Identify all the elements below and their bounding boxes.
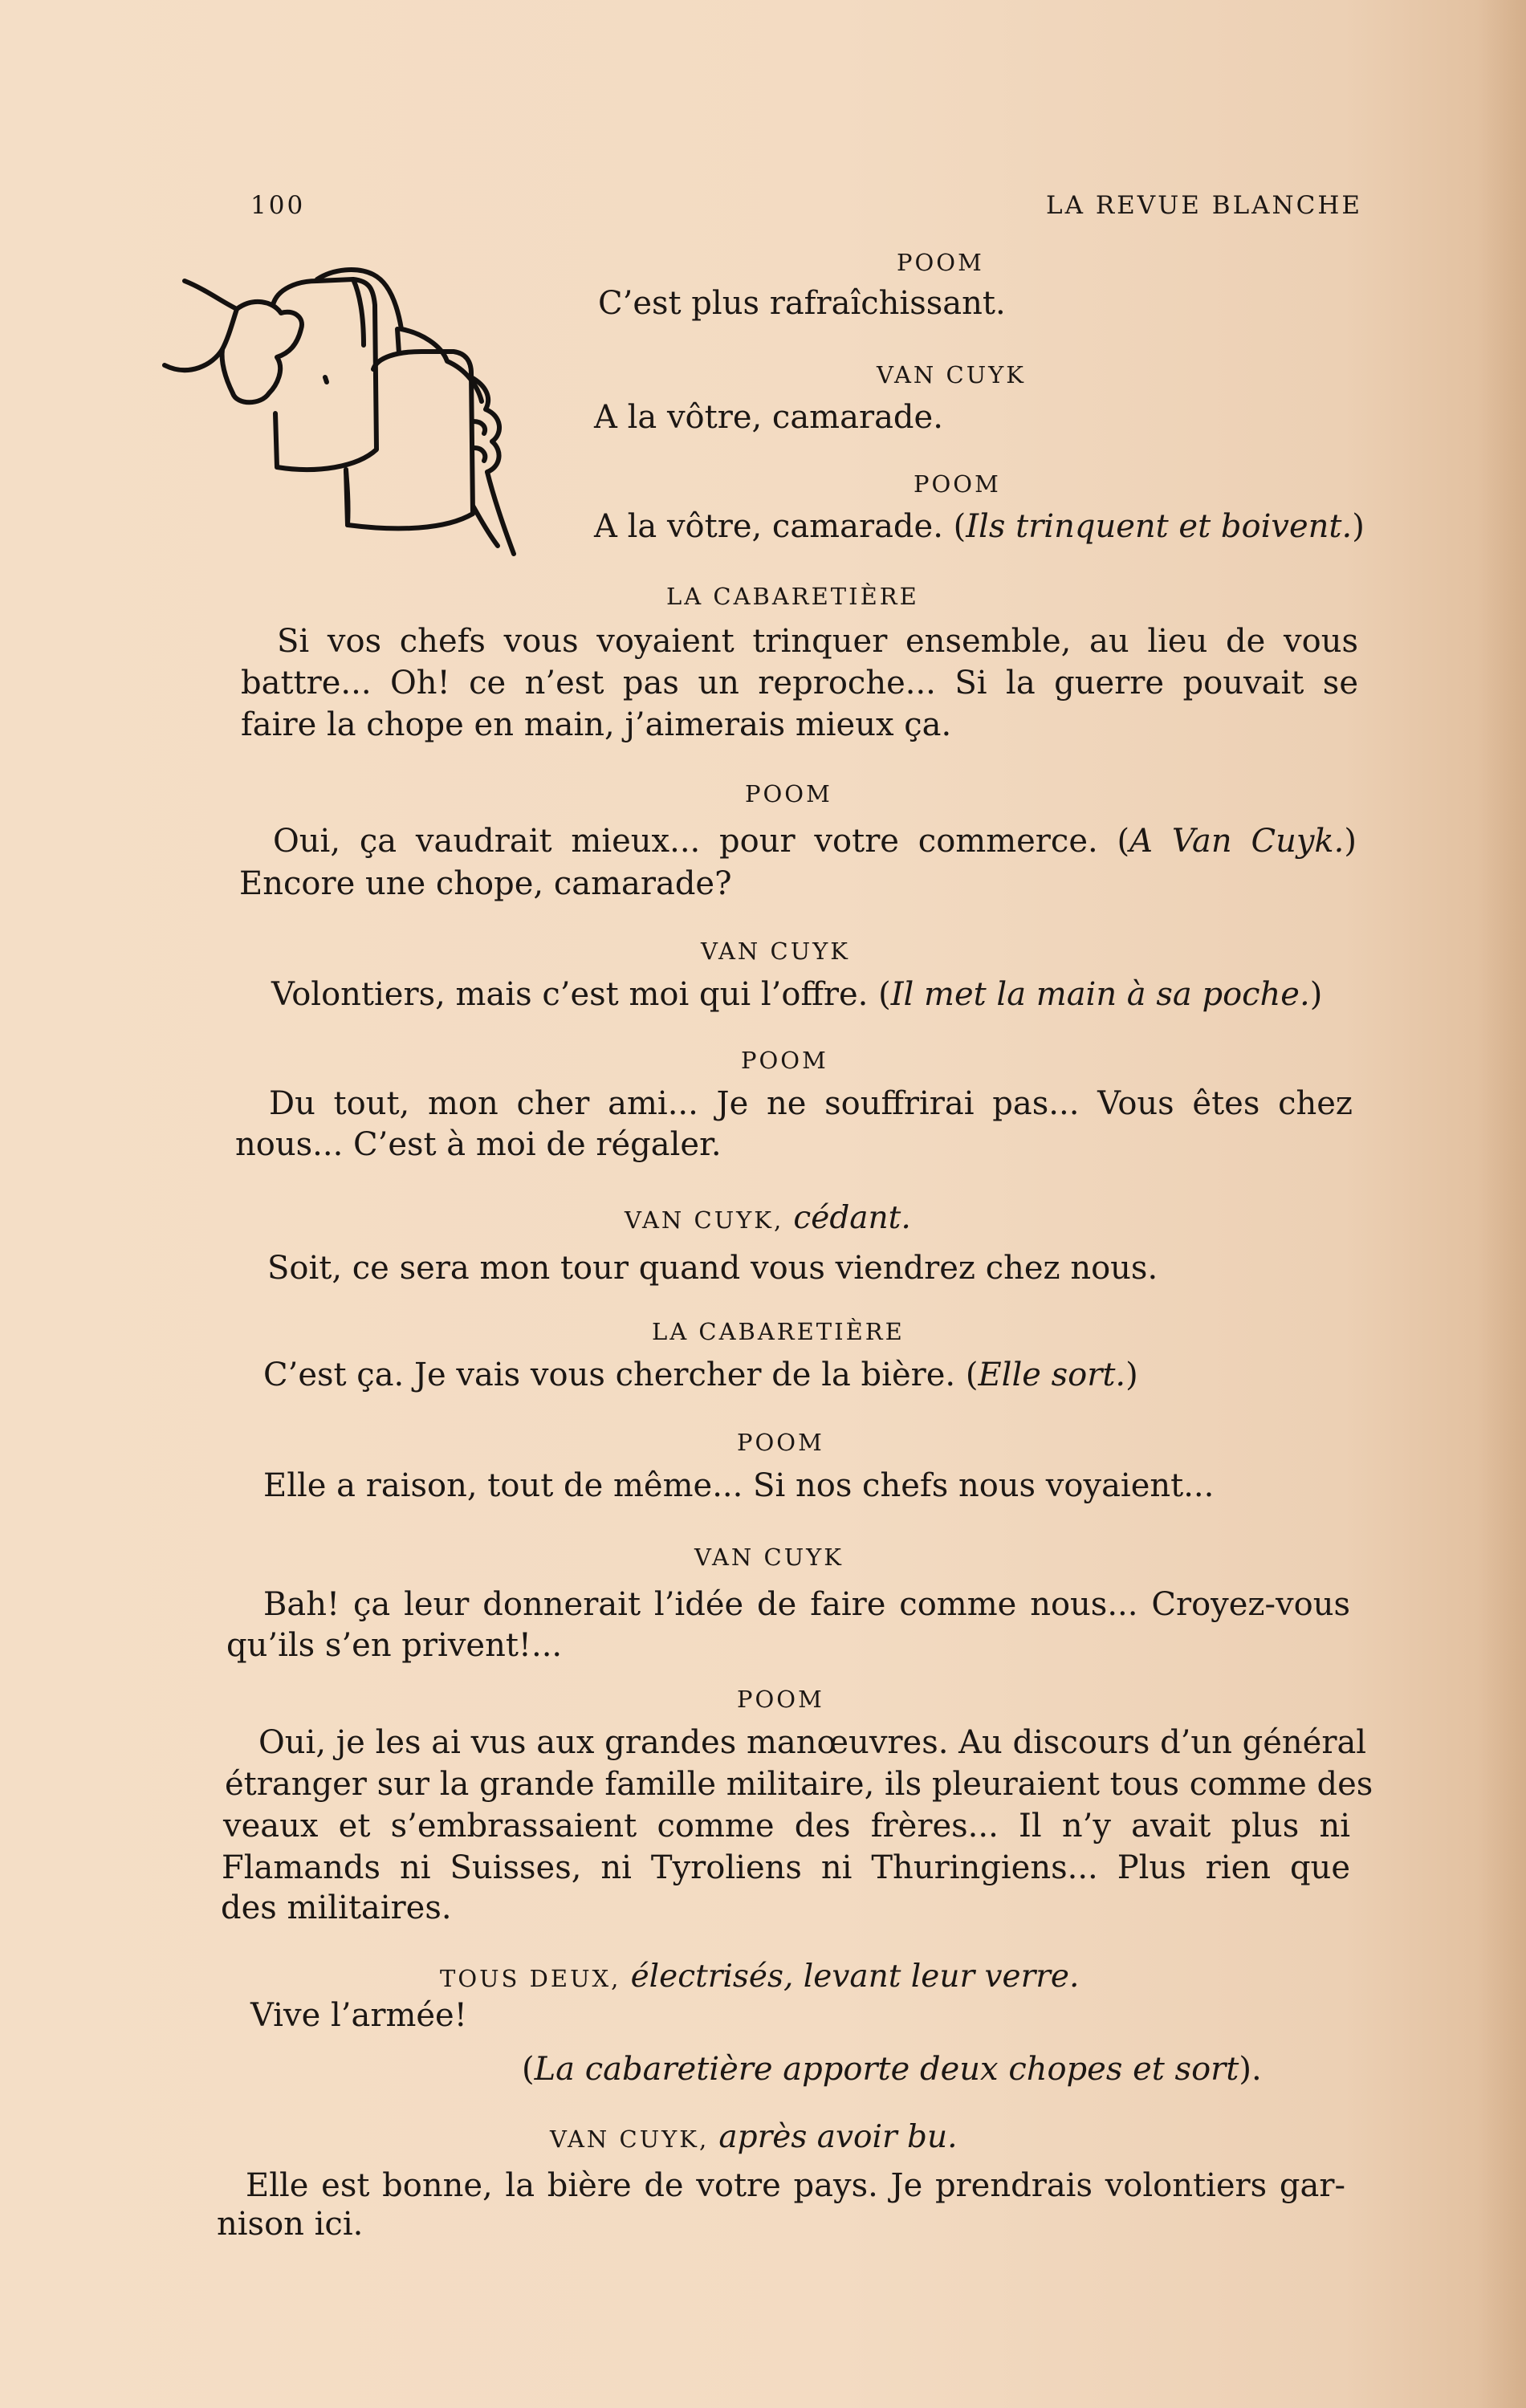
speaker-name: POOM xyxy=(741,1047,828,1074)
stage-direction: cédant. xyxy=(793,1200,911,1236)
dialogue-line: battre... Oh! ce n’est pas un reproche... Si la guerre pouvait se xyxy=(241,665,1358,702)
stage-direction: électrisés, levant leur verre. xyxy=(630,1959,1080,1995)
speaker-text: TOUS DEUX, xyxy=(440,1965,631,1992)
dialogue-line xyxy=(263,1357,1138,1393)
stage-direction: Elle sort. xyxy=(978,1357,1126,1393)
dialogue-line: étranger sur la grande famille militaire, ils pleuraient tous comme des xyxy=(225,1766,1373,1803)
speaker-name: POOM xyxy=(737,1686,824,1713)
dialogue-text: C’est ça. Je vais vous chercher de la bière. ( xyxy=(263,1357,979,1393)
speaker-name: LA CABARETIÈRE xyxy=(652,1318,905,1345)
dialogue-line: nison ici. xyxy=(217,2206,364,2243)
dialogue-line: C’est plus rafraîchissant. xyxy=(598,285,1006,322)
paren: ). xyxy=(1239,2051,1262,2088)
paren: ( xyxy=(522,2051,535,2088)
speaker-name: VAN CUYK xyxy=(694,1544,844,1571)
dialogue-line: A la vôtre, camarade. xyxy=(594,399,943,436)
stage-direction: Il met la main à sa poche. xyxy=(890,976,1310,1013)
speaker-name: POOM xyxy=(745,780,832,807)
speaker-name: POOM xyxy=(914,470,1001,498)
speaker-text: VAN CUYK, xyxy=(550,2125,719,2153)
stage-direction: La cabaretière apporte deux chopes et sort xyxy=(534,2051,1239,2088)
dialogue-line: faire la chope en main, j’aimerais mieux ça. xyxy=(241,706,952,743)
dialogue-line: Elle est bonne, la bière de votre pays. Je prendrais volontiers gar- xyxy=(246,2167,1345,2204)
speaker-name xyxy=(550,2119,958,2155)
dialogue-line xyxy=(271,976,1322,1013)
dialogue-line: Bah! ça leur donnerait l’idée de faire comme nous... Croyez-vous xyxy=(263,1586,1350,1623)
dialogue-text: ) xyxy=(1344,823,1357,860)
beer-mugs-illustration xyxy=(157,257,526,566)
dialogue-text: Volontiers, mais c’est moi qui l’offre. ( xyxy=(271,976,891,1013)
two-beer-mugs-clinking-drawing-icon xyxy=(165,270,514,554)
speaker-name: VAN CUYK xyxy=(877,361,1026,388)
page-edge-shadow xyxy=(1478,0,1526,2408)
dialogue-line: Flamands ni Suisses, ni Tyroliens ni Thuringiens... Plus rien que xyxy=(222,1849,1350,1886)
dialogue-text: Oui, ça vaudrait mieux... pour votre commerce. ( xyxy=(273,823,1130,860)
speaker-name: POOM xyxy=(737,1429,824,1456)
dialogue-line: des militaires. xyxy=(221,1889,452,1926)
speaker-name xyxy=(440,1959,1079,1995)
stage-direction: après avoir bu. xyxy=(718,2119,958,2155)
dialogue-text: ) xyxy=(1309,976,1323,1013)
speaker-name: LA CABARETIÈRE xyxy=(666,583,919,610)
speaker-name: VAN CUYK xyxy=(701,938,850,965)
dialogue-line: Encore une chope, camarade? xyxy=(239,865,732,902)
page-number: 100 xyxy=(250,191,306,220)
dialogue-text: ) xyxy=(1125,1357,1138,1393)
dialogue-line xyxy=(273,823,1357,860)
dialogue-line xyxy=(594,508,1365,545)
dialogue-line: nous... C’est à moi de régaler. xyxy=(235,1126,722,1163)
dialogue-line: veaux et s’embrassaient comme des frères... Il n’y avait plus ni xyxy=(223,1808,1350,1845)
dialogue-line: Elle a raison, tout de même... Si nos chefs nous voyaient... xyxy=(263,1467,1215,1504)
dialogue-line: Oui, je les ai vus aux grandes manœuvres. Au discours d’un général xyxy=(258,1724,1367,1761)
dialogue-line: Soit, ce sera mon tour quand vous viendrez chez nous. xyxy=(267,1250,1158,1287)
dialogue-line: Si vos chefs vous voyaient trinquer ensemble, au lieu de vous xyxy=(277,623,1358,660)
speaker-name: POOM xyxy=(897,249,984,276)
stage-direction: Ils trinquent et boivent. xyxy=(966,508,1353,545)
speaker-name xyxy=(625,1200,911,1236)
dialogue-line: Du tout, mon cher ami... Je ne souffrirai pas... Vous êtes chez xyxy=(269,1085,1353,1122)
dialogue-text: ) xyxy=(1352,508,1365,545)
dialogue-line: qu’ils s’en privent!... xyxy=(226,1627,563,1664)
stage-direction-line xyxy=(522,2051,1262,2088)
dialogue-text: A la vôtre, camarade. ( xyxy=(594,508,966,545)
speaker-text: VAN CUYK, xyxy=(625,1206,794,1234)
stage-direction: A Van Cuyk. xyxy=(1129,823,1345,860)
dialogue-line: Vive l’armée! xyxy=(250,1997,467,2034)
running-title: LA REVUE BLANCHE xyxy=(1046,191,1363,220)
